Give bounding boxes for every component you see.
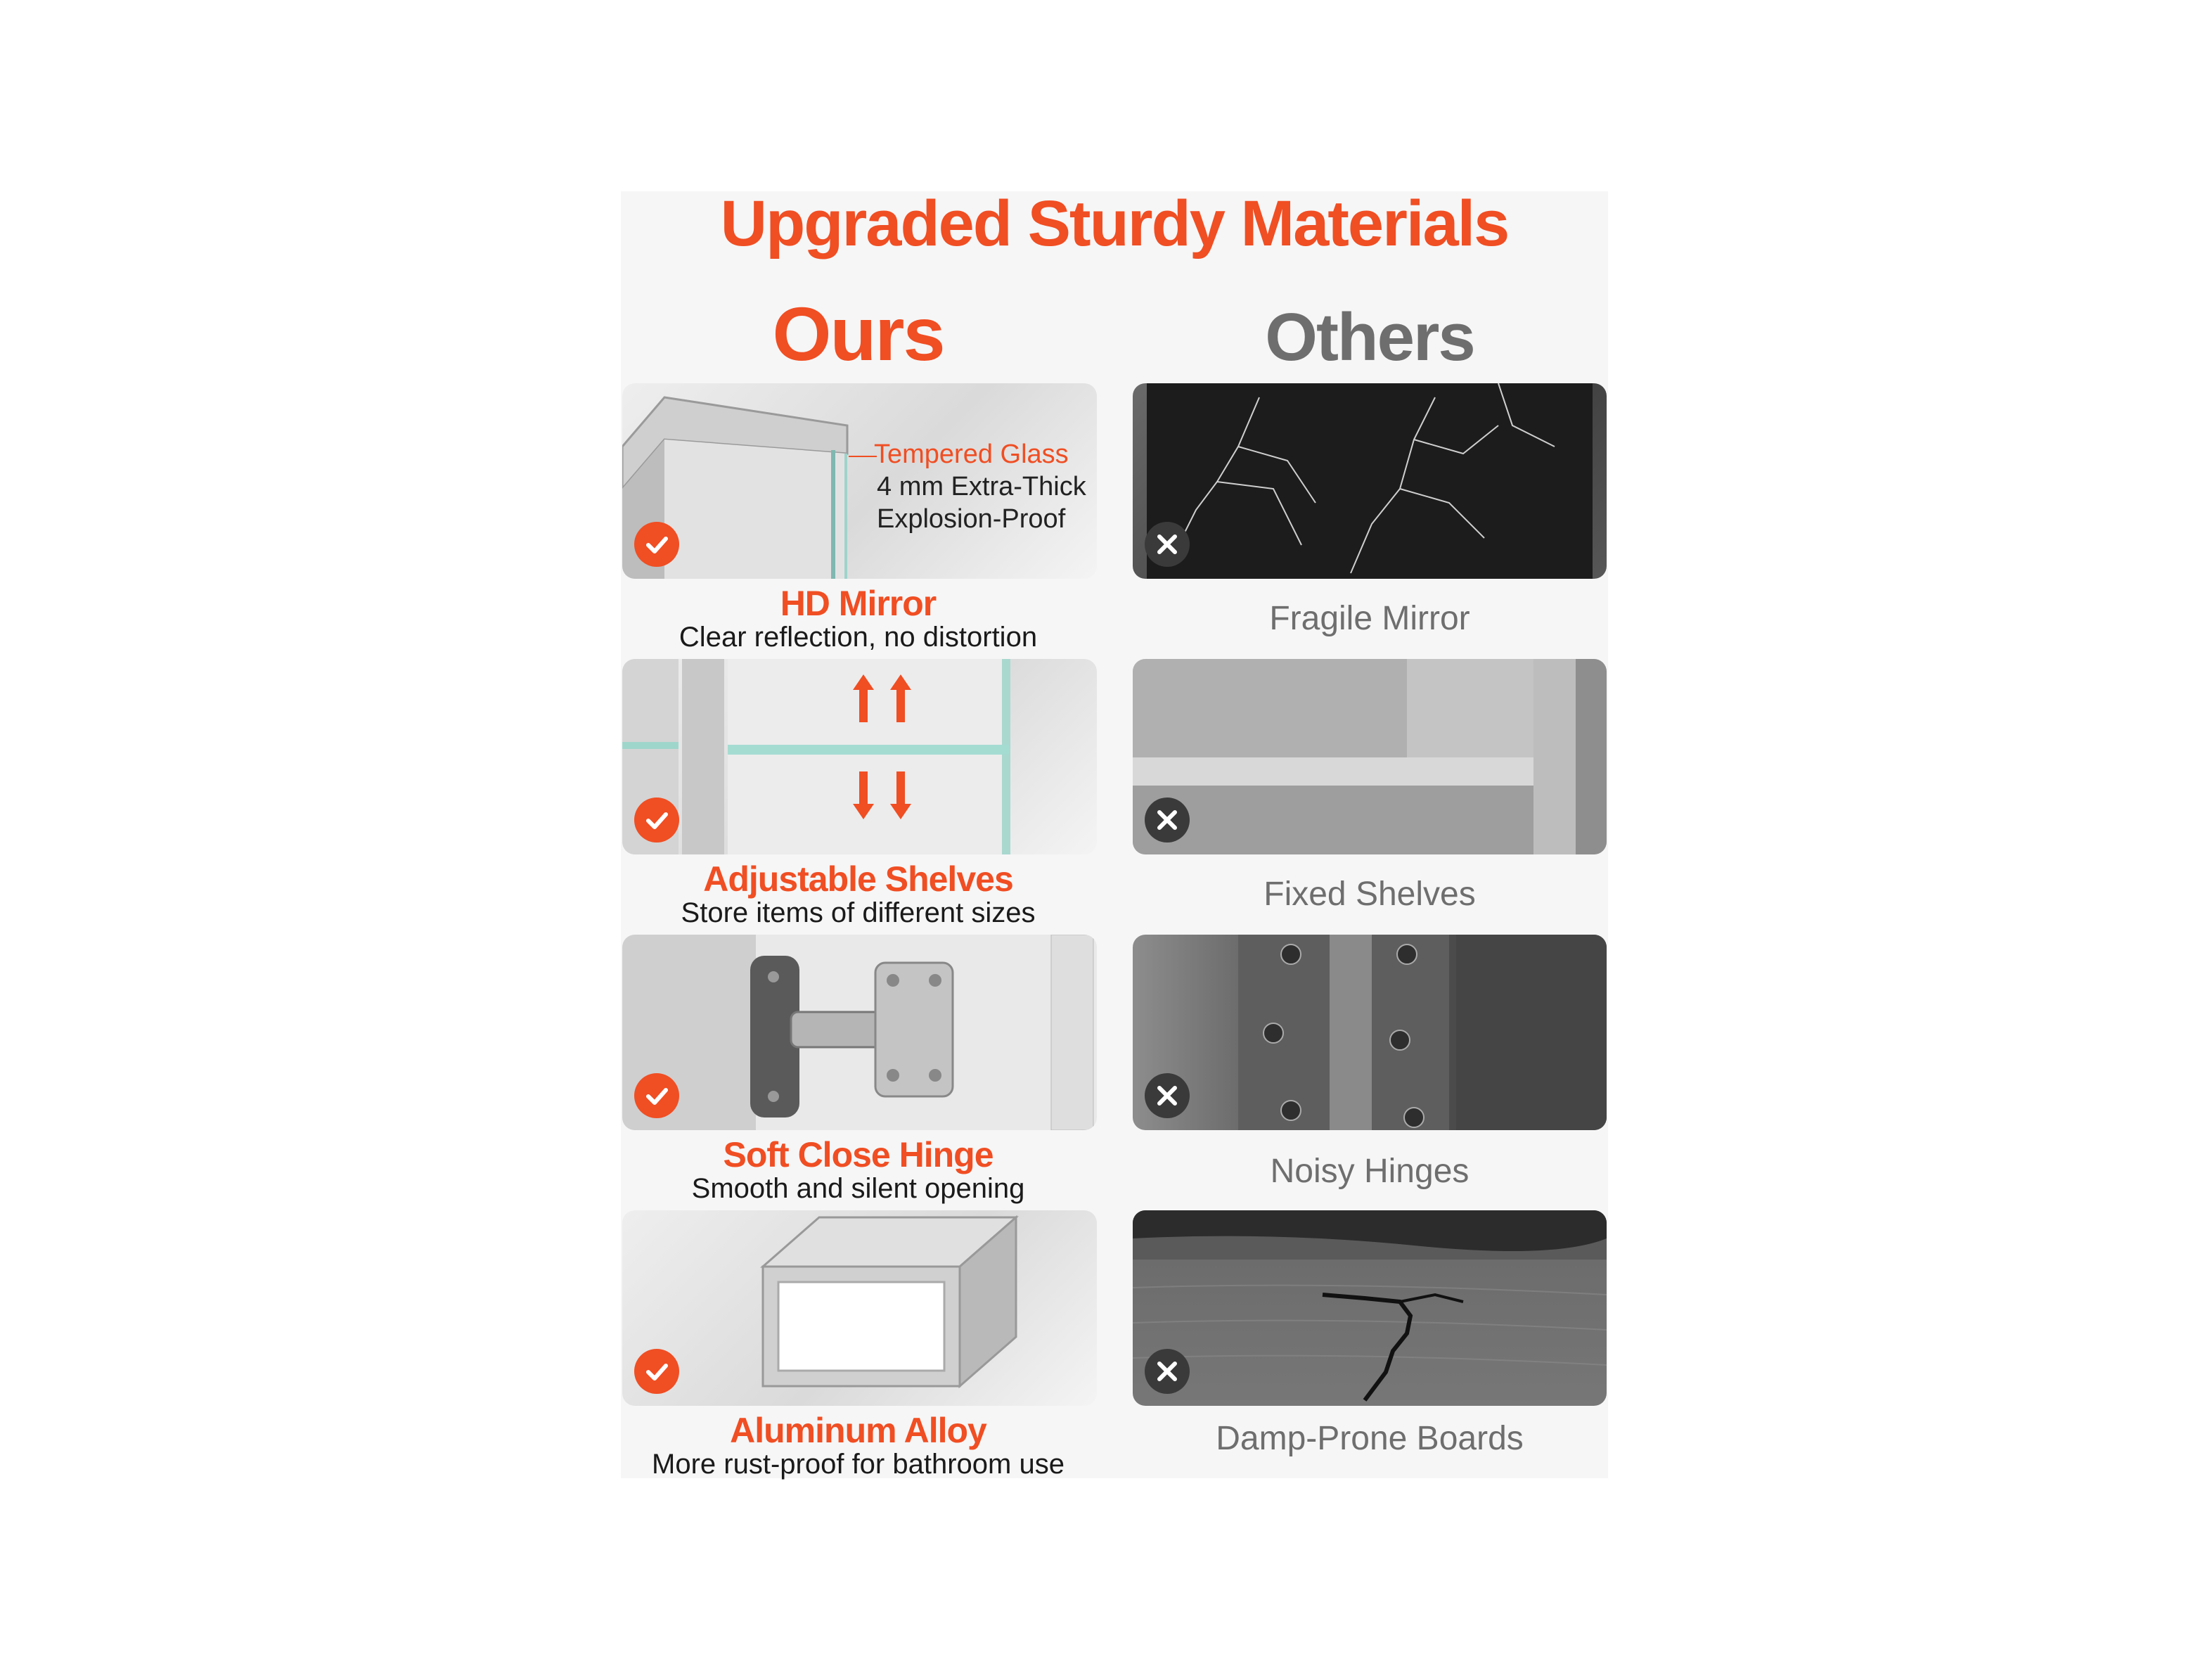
shelf-illustration [622,659,1097,854]
others-label-damp-prone-boards: Damp-Prone Boards [1216,1420,1524,1457]
callout-name: Tempered Glass [874,440,1069,469]
feature-title-hd-mirror: HD Mirror [780,584,937,623]
feature-desc-aluminum-alloy: More rust-proof for bathroom use [652,1449,1065,1480]
cracked-board-illustration [1133,1210,1607,1406]
feature-title-adjustable-shelves: Adjustable Shelves [703,859,1013,899]
cross-icon [1145,798,1190,843]
others-label-fragile-mirror: Fragile Mirror [1269,600,1470,637]
cross-icon [1145,1349,1190,1394]
soft-close-hinge-image [622,935,1097,1130]
aluminum-profile-illustration [622,1210,1097,1406]
ours-heading: Ours [772,291,944,376]
broken-glass-illustration [1133,383,1607,579]
others-label-fixed-shelves: Fixed Shelves [1263,876,1476,913]
feature-desc-adjustable-shelves: Store items of different sizes [681,897,1036,928]
check-icon [634,1073,679,1118]
feature-desc-hd-mirror: Clear reflection, no distortion [679,622,1038,653]
callout-line1: 4 mm Extra-Thick [877,472,1086,501]
glass-callout [874,438,1086,535]
cross-icon [1145,1073,1190,1118]
hinge-illustration [622,935,1097,1130]
aluminum-alloy-image [622,1210,1097,1406]
butt-hinge-illustration [1133,935,1607,1130]
check-icon [634,798,679,843]
feature-title-soft-close-hinge: Soft Close Hinge [723,1135,994,1174]
feature-title-aluminum-alloy: Aluminum Alloy [730,1411,986,1450]
damp-prone-boards-image [1133,1210,1607,1406]
adjustable-shelves-image [622,659,1097,854]
check-icon [634,522,679,567]
tempered-glass-image [622,383,1097,579]
fixed-shelf-illustration [1133,659,1607,854]
page-title: Upgraded Sturdy Materials [720,188,1509,260]
check-icon [634,1349,679,1394]
feature-desc-soft-close-hinge: Smooth and silent opening [691,1173,1025,1204]
noisy-hinges-image [1133,935,1607,1130]
callout-line2: Explosion-Proof [877,504,1066,534]
others-label-noisy-hinges: Noisy Hinges [1270,1153,1470,1190]
cross-icon [1145,522,1190,567]
fixed-shelves-image [1133,659,1607,854]
others-heading: Others [1265,300,1474,375]
fragile-mirror-image [1133,383,1607,579]
